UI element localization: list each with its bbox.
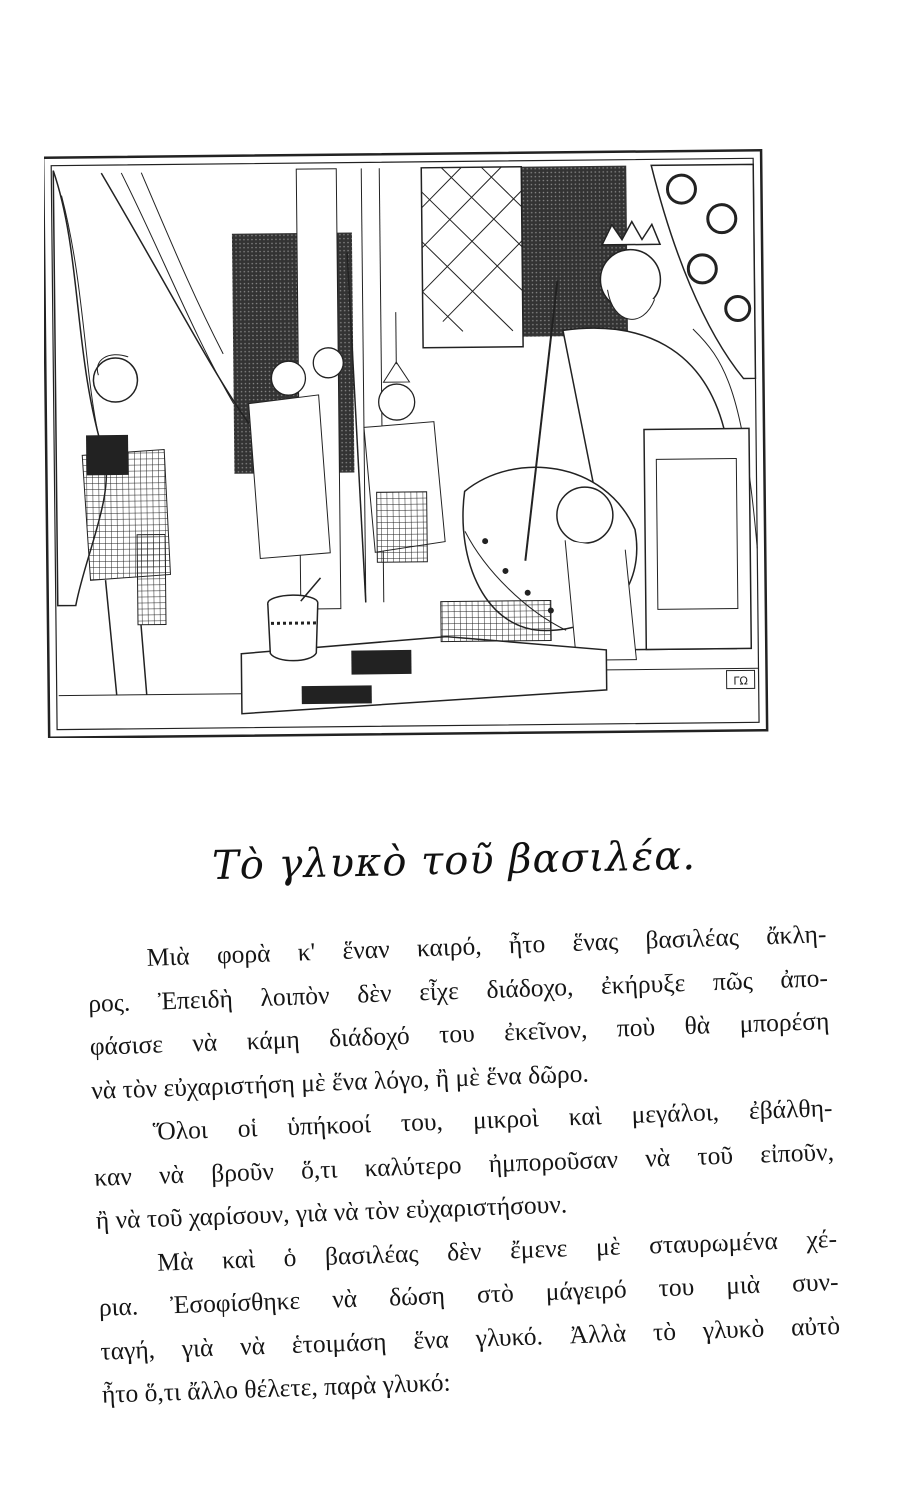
text-line: Ὅλοι οἱ ὑπήκοοί του, μικροὶ καὶ μεγάλοι, ἐβάλθη- — [152, 1093, 833, 1146]
story-title: Τὸ γλυκὸ τοῦ βασιλέα. — [211, 832, 697, 890]
illustration-monogram: ΓΩ — [733, 674, 748, 688]
text-line: νὰ τὸν εὐχαριστήση μὲ ἕνα λόγο, ἢ μὲ ἕνα δῶρο. — [90, 1058, 590, 1105]
story-body — [86, 912, 842, 1416]
text-line: ρια. Ἐσοφίσθηκε νὰ δώση στὸ μάγειρό του μιὰ συν- — [98, 1266, 839, 1322]
illustration-king-throne-room — [44, 132, 774, 738]
text-line: ρος. Ἐπειδὴ λοιπὸν δὲν εἶχε διάδοχο, ἐκήρυξε πῶς ἀπο- — [87, 962, 829, 1018]
text-line: ταγή, γιὰ νὰ ἑτοιμάση ἕνα γλυκό. Ἀλλὰ τὸ γλυκὸ αὐτὸ — [99, 1310, 841, 1366]
text-line: Μιὰ φορὰ κ' ἕναν καιρό, ἦτο ἕνας βασιλέας ἄκλη- — [146, 919, 827, 972]
text-line: καν νὰ βροῦν ὅ,τι καλύτερο ἠμποροῦσαν νὰ τοῦ εἰποῦν, — [93, 1136, 835, 1192]
illustration-drawing — [44, 132, 774, 738]
text-line: ἢ νὰ τοῦ χαρίσουν, γιὰ νὰ τὸν εὐχαριστήσουν. — [95, 1189, 568, 1235]
text-line: ἦτο ὅ,τι ἄλλο θέλετε, παρὰ γλυκό: — [101, 1367, 452, 1409]
text-line: φάσισε νὰ κάμη διάδοχό του ἐκεῖνον, ποὺ θὰ μπορέση — [89, 1006, 830, 1061]
text-line: Μὰ καὶ ὁ βασιλέας δὲν ἔμενε μὲ σταυρωμένα χέ- — [156, 1223, 838, 1277]
